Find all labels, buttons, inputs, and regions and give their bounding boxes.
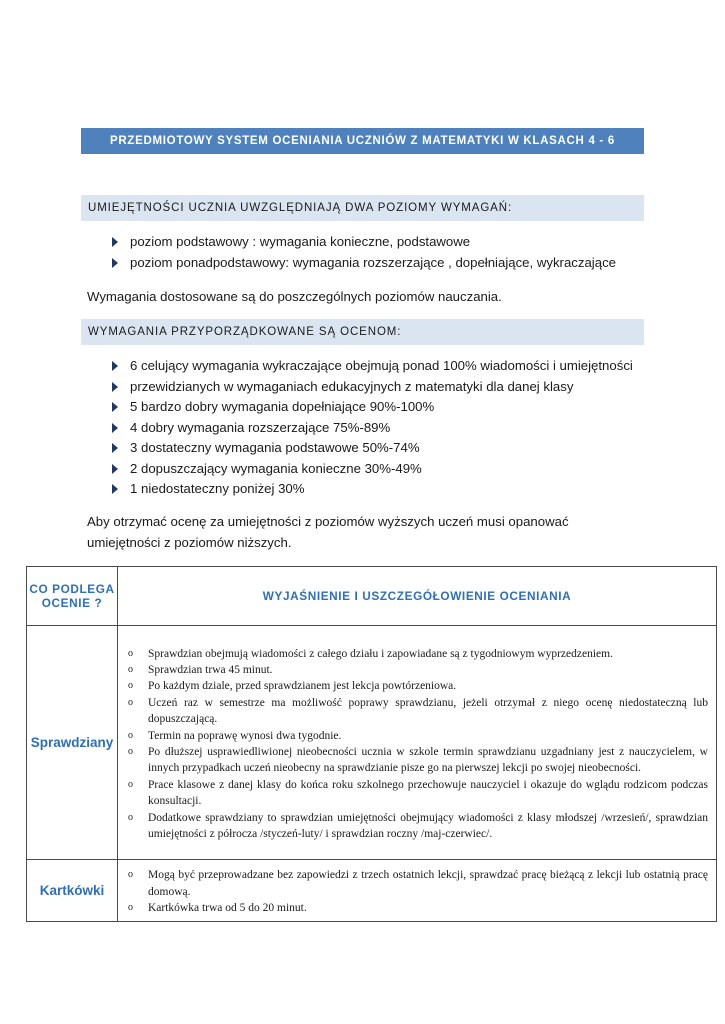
list-item: o Uczeń raz w semestrze ma możliwość poprawy sprawdzianu, jeżeli otrzymał z niego ocenę niedostateczną lub dopuszczającą. — [128, 696, 708, 726]
list-item: 1 niedostateczny poniżej 30% — [110, 479, 633, 500]
arrow-bullet-icon — [112, 402, 118, 412]
arrow-bullet-icon — [112, 237, 118, 247]
list-item: o Kartkówka trwa od 5 do 20 minut. — [128, 902, 307, 915]
list-item: poziom ponadpodstawowy: wymagania rozszerzające , dopełniające, wykraczające — [110, 253, 616, 274]
arrow-bullet-icon — [112, 443, 118, 453]
arrow-bullet-icon — [112, 258, 118, 268]
row-label-sprawdziany: Sprawdziany — [27, 626, 118, 860]
arrow-bullet-icon — [112, 484, 118, 494]
section-heading-levels: UMIEJĘTNOŚCI UCZNIA UWZGLĘDNIAJĄ DWA POZIOMY WYMAGAŃ: — [81, 195, 644, 221]
grades-list — [110, 356, 633, 500]
table-header-row — [27, 567, 717, 626]
section-heading-grades: WYMAGANIA PRZYPORZĄDKOWANE SĄ OCENOM: — [81, 319, 644, 345]
arrow-bullet-icon — [112, 464, 118, 474]
list-item: poziom podstawowy : wymagania konieczne, podstawowe — [110, 232, 616, 253]
arrow-bullet-icon — [112, 361, 118, 371]
list-item: 5 bardzo dobry wymagania dopełniające 90%-100% — [110, 397, 633, 418]
row-content — [118, 860, 717, 922]
table-row — [27, 860, 717, 922]
list-item: 6 celujący wymagania wykraczające obejmują ponad 100% wiadomości i umiejętności — [110, 356, 633, 377]
arrow-bullet-icon — [112, 423, 118, 433]
grades-note: Aby otrzymać ocenę za umiejętności z poziomów wyższych uczeń musi opanować umiejętności z poziomów niższych. — [87, 514, 569, 550]
row-content — [118, 626, 717, 860]
list-item: o Mogą być przeprowadzane bez zapowiedzi z trzech ostatnich lekcji, sprawdzać pracę bieżącą z lekcji lub ostatnią pracę domową. — [128, 869, 708, 898]
levels-note: Wymagania dostosowane są do poszczególnych poziomów nauczania. — [87, 289, 502, 304]
list-item: przewidzianych w wymaganiach edukacyjnych z matematyki dla danej klasy — [110, 377, 633, 398]
list-item: 2 dopuszczający wymagania konieczne 30%-49% — [110, 459, 633, 480]
list-item: o Sprawdzian obejmują wiadomości z całego działu i zapowiadane są z tygodniowym wyprzedzeniem. — [128, 647, 613, 660]
levels-list — [110, 232, 616, 273]
row-label-kartkowki: Kartkówki — [27, 860, 118, 922]
list-item: 4 dobry wymagania rozszerzające 75%-89% — [110, 418, 633, 439]
header-what-is-graded: CO PODLEGA OCENIE ? — [27, 567, 118, 626]
list-item: o Dodatkowe sprawdziany to sprawdzian umiejętności obejmujący wiadomości z klasy młodszej /wrzesień/, sprawdzian umiejętności z półrocza /styczeń-luty/ i sprawdzian roczny /maj-czerwiec/. — [128, 811, 708, 841]
header-explanation: WYJAŚNIENIE I USZCZEGÓŁOWIENIE OCENIANIA — [118, 567, 717, 626]
list-item: o Sprawdzian trwa 45 minut. — [128, 663, 273, 676]
list-item: o Po każdym dziale, przed sprawdzianem jest lekcja powtórzeniowa. — [128, 680, 457, 693]
list-item: o Termin na poprawę wynosi dwa tygodnie. — [128, 729, 342, 742]
arrow-bullet-icon — [112, 382, 118, 392]
grading-table — [26, 566, 717, 922]
table-row — [27, 626, 717, 860]
list-item: o Po dłuższej usprawiedliwionej nieobecności ucznia w szkole termin sprawdzianu uzgadniany jest z nauczycielem, w innych przypadkach uczeń nieobecny na sprawdzianie pisze go na pierwszej lekcji po swojej nieobecności. — [128, 746, 708, 775]
list-item: o Prace klasowe z danej klasy do końca roku szkolnego przechowuje nauczyciel i okazuje do wglądu rodzicom podczas konsultacji. — [128, 778, 708, 808]
document-title: PRZEDMIOTOWY SYSTEM OCENIANIA UCZNIÓW Z MATEMATYKI W KLASACH 4 - 6 — [81, 128, 644, 154]
list-item: 3 dostateczny wymagania podstawowe 50%-74% — [110, 438, 633, 459]
